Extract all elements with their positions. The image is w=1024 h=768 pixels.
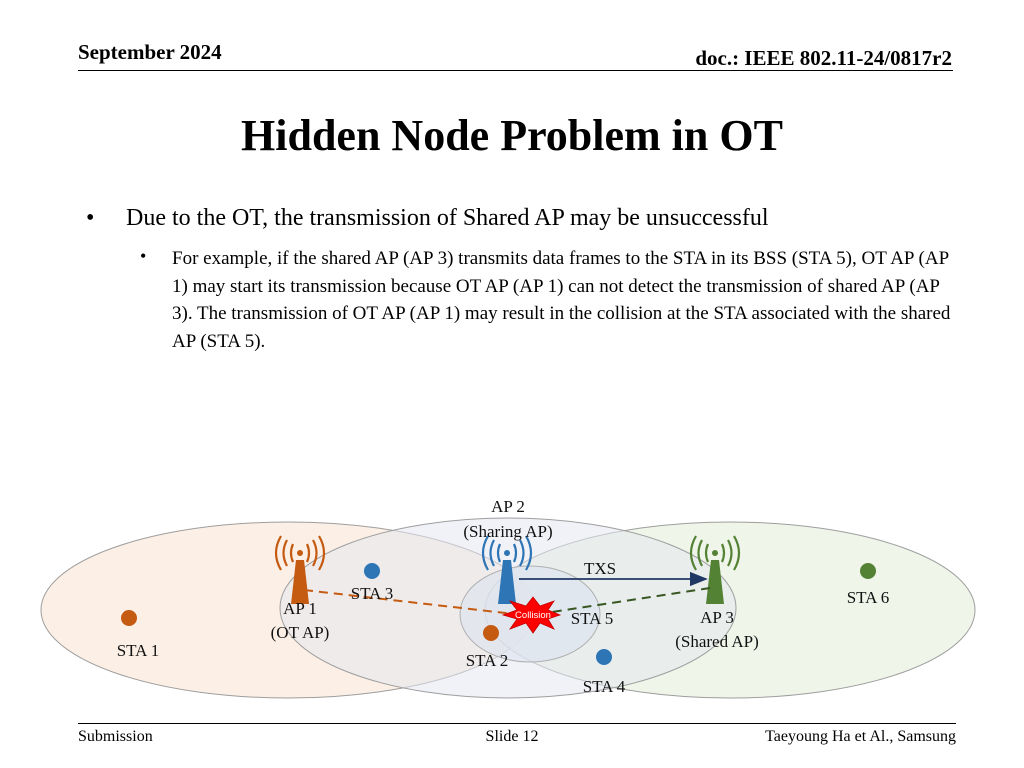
sta6-dot bbox=[860, 563, 876, 579]
ap3-role-label: (Shared AP) bbox=[675, 632, 759, 651]
footer-submission: Submission bbox=[78, 728, 153, 745]
txs-label: TXS bbox=[583, 559, 617, 578]
header-date: September 2024 bbox=[78, 40, 222, 64]
header-doc-id: doc.: IEEE 802.11-24/0817r2 bbox=[695, 46, 952, 70]
sta1-dot bbox=[121, 610, 137, 626]
bullet-marker: • bbox=[86, 205, 95, 231]
sta1-label: STA 1 bbox=[116, 641, 160, 660]
bullet-level2: For example, if the shared AP (AP 3) transmits data frames to the STA in its BSS (STA 5), OT AP (AP 1) may start its transmission because OT AP (AP 1) can not detect the transmission of shared AP (AP 3). The transmission of OT AP (AP 1) may result in the collision at the STA associated with the shared AP (STA 5). bbox=[172, 248, 951, 352]
collision-label: Collision bbox=[515, 610, 551, 621]
sta6-label: STA 6 bbox=[846, 588, 890, 607]
slide-title: Hidden Node Problem in OT bbox=[241, 111, 783, 160]
footer-divider bbox=[78, 723, 956, 724]
ap2-role-label: (Sharing AP) bbox=[463, 522, 553, 541]
ap2-label: AP 2 bbox=[491, 497, 525, 516]
sta3-dot bbox=[364, 563, 380, 579]
sta5-label: STA 5 bbox=[570, 609, 614, 628]
sta2-dot bbox=[483, 625, 499, 641]
ap1-role-label: (OT AP) bbox=[270, 623, 330, 642]
sub-bullet-marker: • bbox=[140, 246, 147, 266]
sta4-label: STA 4 bbox=[582, 677, 626, 696]
sta4-dot bbox=[596, 649, 612, 665]
ap3-label: AP 3 bbox=[700, 608, 734, 627]
footer-author: Taeyoung Ha et Al., Samsung bbox=[765, 728, 956, 745]
bullet-level1: Due to the OT, the transmission of Shared AP may be unsuccessful bbox=[126, 205, 769, 231]
footer-slide-number: Slide 12 bbox=[485, 728, 539, 745]
ap1-label: AP 1 bbox=[283, 599, 317, 618]
sta2-label: STA 2 bbox=[465, 651, 509, 670]
sta3-label: STA 3 bbox=[350, 584, 394, 603]
